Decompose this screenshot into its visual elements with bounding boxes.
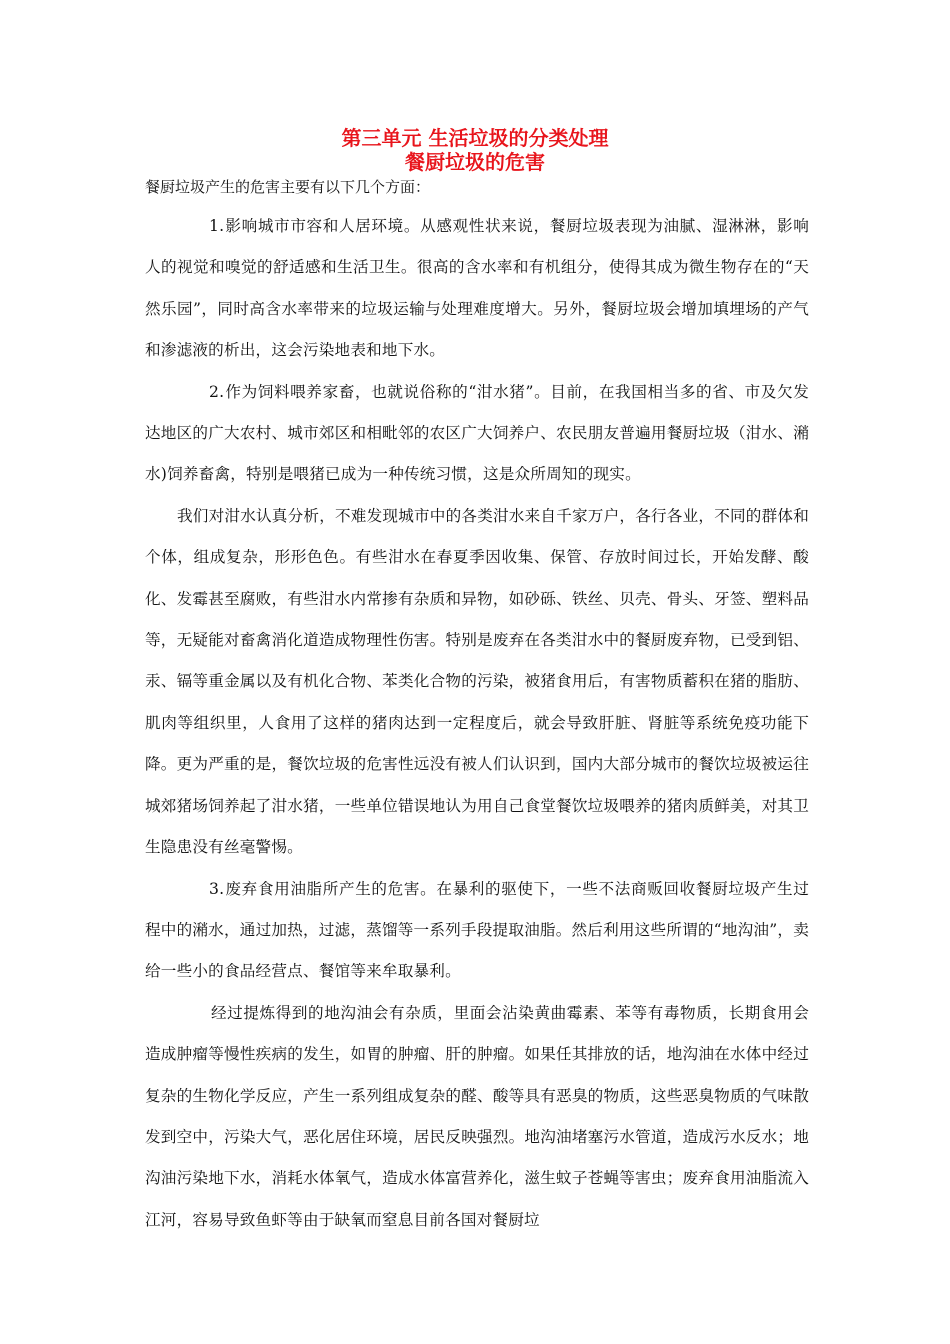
section-title: 餐厨垃圾的危害 [405, 150, 545, 174]
paragraph-text: 我们对泔水认真分析，不难发现城市中的各类泔水来自千家万户，各行各业，不同的群体和个体，组成复杂，形形色色。有些泔水在春夏季因收集、保管、存放时间过长，开始发酵、酸化、发霉甚至腐败，有些泔水内常掺有杂质和异物，如砂砾、铁丝、贝壳、骨头、牙签、塑料品等，无疑能对畜禽消化道造成物理性伤害。特别是废弃在各类泔水中的餐厨废弃物，已受到铝、汞、镉等重金属以及有机化合物、苯类化合物的污染，被猪食用后，有害物质蓄积在猪的脂肪、肌肉等组织里，人食用了这样的猪肉达到一定程度后，就会导致肝脏、肾脏等系统免疫功能下降。更为严重的是，餐饮垃圾的危害性远没有被人们认识到，国内大部分城市的餐饮垃圾被运往城郊猪场饲养起了泔水猪，一些单位错误地认为用自己食堂餐饮垃圾喂养的猪肉质鲜美，对其卫生隐患没有丝毫警惕。 [145, 506, 809, 857]
paragraph-number: 1. [209, 217, 225, 235]
paragraph-number: 3. [209, 879, 225, 898]
paragraph-3 [145, 496, 809, 869]
paragraph-number: 2. [209, 382, 225, 401]
paragraph-5 [145, 993, 809, 1241]
paragraph-text: 作为饲料喂养家畜，也就说俗称的“泔水猪”。目前，在我国相当多的省、市及欠发达地区的广大农村、城市郊区和相毗邻的农区广大饲养户、农民朋友普遍用餐厨垃圾（泔水、潲水)饲养畜禽，特别是喂猪已成为一种传统习惯，这是众所周知的现实。 [145, 382, 809, 484]
paragraph-1 [145, 206, 809, 372]
paragraph-text: 经过提炼得到的地沟油会有杂质，里面会沾染黄曲霉素、苯等有毒物质，长期食用会造成肿瘤等慢性疾病的发生，如胃的肿瘤、肝的肿瘤。如果任其排放的话，地沟油在水体中经过复杂的生物化学反应，产生一系列组成复杂的醛、酸等具有恶臭的物质，这些恶臭物质的气味散发到空中，污染大气，恶化居住环境，居民反映强烈。地沟油堵塞污水管道，造成污水反水；地沟油污染地下水，消耗水体氧气，造成水体富营养化，滋生蚊子苍蝇等害虫；废弃食用油脂流入江河，容易导致鱼虾等由于缺氧而窒息目前各国对餐厨垃 [145, 1003, 809, 1229]
lead-sentence: 餐厨垃圾产生的危害主要有以下几个方面： [145, 178, 431, 196]
paragraph-text: 废弃食用油脂所产生的危害。在暴利的驱使下，一些不法商贩回收餐厨垃圾产生过程中的潲水，通过加热，过滤，蒸馏等一系列手段提取油脂。然后利用这些所谓的“地沟油”，卖给一些小的食品经营点、餐馆等来牟取暴利。 [145, 879, 809, 981]
paragraph-4 [145, 869, 809, 993]
unit-title: 第三单元 生活垃圾的分类处理 [341, 126, 609, 150]
paragraph-2 [145, 372, 809, 496]
document-body [145, 206, 809, 1241]
paragraph-text: 影响城市市容和人居环境。从感观性状来说，餐厨垃圾表现为油腻、湿淋淋，影响人的视觉和嗅觉的舒适感和生活卫生。很高的含水率和有机组分，使得其成为微生物存在的“天然乐园”，同时高含水率带来的垃圾运输与处理难度增大。另外，餐厨垃圾会增加填埋场的产气和渗滤液的析出，这会污染地表和地下水。 [145, 217, 809, 360]
